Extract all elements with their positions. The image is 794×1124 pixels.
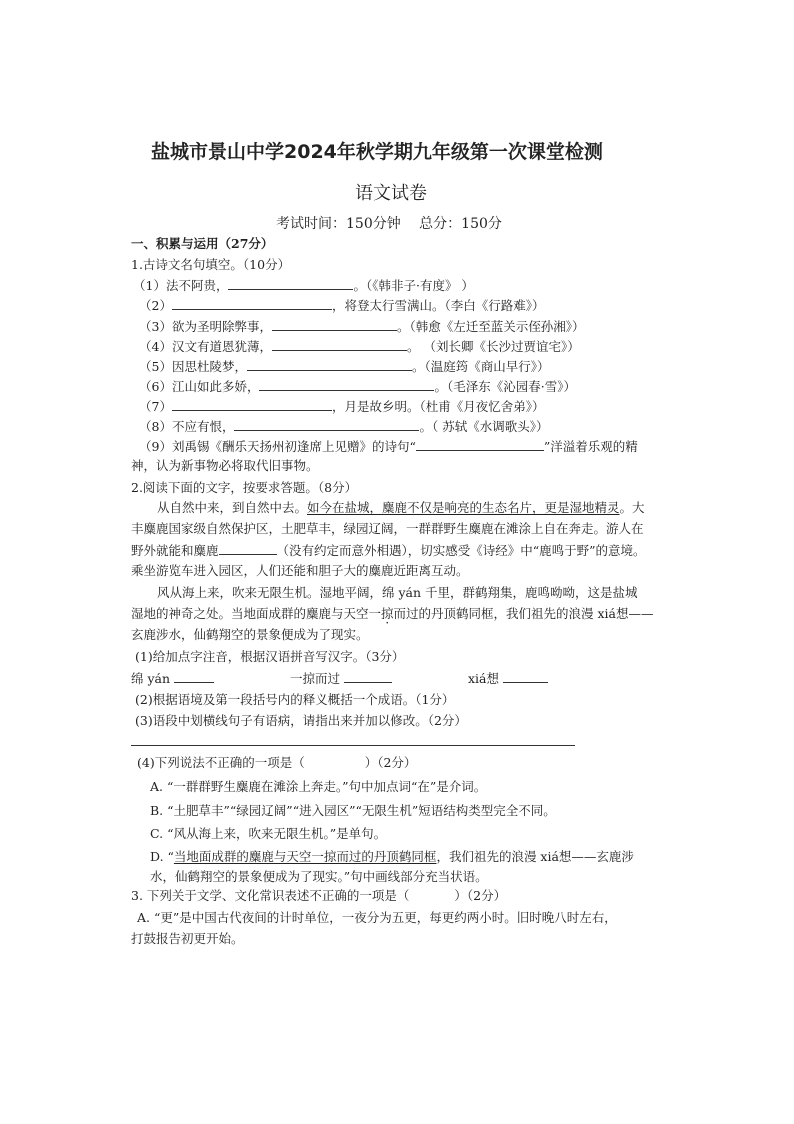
q2-sub4 <box>137 755 416 771</box>
item-source: 。（《韩非子·有度》 ） <box>353 278 474 293</box>
item-text: （3）欲为圣明除弊事， <box>139 319 272 334</box>
pinyin-item: 一掠而过 <box>290 671 341 686</box>
q2-option-d <box>150 849 634 865</box>
q1-item-4 <box>139 338 580 355</box>
exam-title: 盐城市景山中学2024年秋学期九年级第一次课堂检测 <box>151 141 603 163</box>
q1-item-9 <box>139 438 638 455</box>
q2-option-c: C. “风从海上来，吹来无限生机。”是单句。 <box>150 826 387 841</box>
exam-subtitle: 语文试卷 <box>355 183 427 204</box>
answer-blank[interactable] <box>259 378 434 391</box>
q2-option-b: B. “土肥草丰”“绿园辽阔”“进入园区”“无限生机”短语结构类型完全不同。 <box>150 803 556 818</box>
passage-p2-line2 <box>131 606 654 622</box>
question-text: 3. 下列关于文学、文化常识表述不正确的一项是（ <box>131 888 410 903</box>
item-text: （8）不应有恨， <box>139 419 235 434</box>
passage-text: 湿地的神奇之处。当地面成群的麋鹿与天空一 <box>131 606 382 621</box>
q2-sub3: (3)语段中划横线句子有语病，请指出来并加以修改。（2分） <box>135 713 467 728</box>
question-text: ）（2分） <box>454 888 507 903</box>
item-text: （9）刘禹锡《酬乐天扬州初逢席上见赠》的诗句“ <box>139 439 416 454</box>
q2-sub2: (2)根据语境及第一段括号内的释义概括一个成语。（1分） <box>135 692 455 707</box>
answer-blank[interactable] <box>219 542 277 555</box>
q1-stem: 1.古诗文名句填空。（10分） <box>131 257 291 272</box>
pinyin-item: 绵 yán <box>131 671 171 686</box>
passage-text: 从自然中来，到自然中去。 <box>157 500 308 515</box>
item-text: ”洋溢着乐观的精 <box>543 439 638 454</box>
underlined-phrase: 当地面成群的麋鹿与天空一掠而过的丹顶鹤同框 <box>173 849 437 864</box>
item-text: （6）江山如此多娇， <box>139 379 260 394</box>
answer-blank[interactable] <box>272 318 397 331</box>
answer-blank[interactable] <box>272 338 407 351</box>
answer-line[interactable] <box>131 745 575 746</box>
question-text: (4)下列说法不正确的一项是（ <box>137 755 305 770</box>
answer-blank[interactable] <box>172 297 332 310</box>
answer-blank[interactable] <box>228 277 353 290</box>
question-text: ）（2分） <box>364 755 417 770</box>
passage-text: 。大 <box>619 500 645 515</box>
passage-p1-line3 <box>131 542 646 559</box>
answer-blank[interactable] <box>172 398 332 411</box>
item-text: （5）因思杜陵梦， <box>139 359 247 374</box>
item-source: 。 （刘长卿《长沙过贾谊宅》） <box>406 339 580 354</box>
q1-item-5 <box>139 358 549 375</box>
item-source: ，月是故乡明。（杜甫《月夜忆舍弟》） <box>331 399 545 414</box>
q1-item-7 <box>139 398 544 415</box>
passage-p1-line1 <box>157 500 645 516</box>
passage-p1-line4: 乘坐游览车进入园区，人们还能和胆子大的麋鹿近距离互动。 <box>131 563 469 578</box>
answer-blank[interactable] <box>344 670 392 683</box>
q1-item-8 <box>139 418 548 435</box>
passage-p2-line1: 风从海上来，吹来无限生机。湿地平阔，绵 yán 千里，群鹤翔集，鹿鸣呦呦，这是盐城 <box>157 585 638 600</box>
item-source: 。（韩愈《左迁至蓝关示侄孙湘》） <box>396 319 585 334</box>
q1-item-3 <box>139 318 584 335</box>
section-heading: 一、积累与运用（27分） <box>131 236 274 251</box>
item-source: 。（ 苏轼《水调歌头》） <box>419 419 549 434</box>
q2-option-d-cont: 水，仙鹤翔空的景象便成为了现实。”句中画线部分充当状语。 <box>150 869 488 884</box>
item-text: （4）汉文有道恩犹薄， <box>139 339 272 354</box>
answer-blank[interactable] <box>174 670 214 683</box>
q2-option-a: A. “一群群野生麋鹿在滩涂上奔走。”句中加点词“在”是介词。 <box>150 779 487 794</box>
answer-blank[interactable] <box>416 438 544 451</box>
q2-sub1-answers <box>131 670 548 687</box>
q2-sub1: (1)给加点字注音，根据汉语拼音写汉字。（3分） <box>135 649 405 664</box>
q3-option-a-cont: 打鼓报告初更开始。 <box>131 931 244 946</box>
dotted-char: 掠 <box>381 606 394 621</box>
answer-blank[interactable] <box>503 670 548 683</box>
passage-p2-line3: 玄鹿涉水，仙鹤翔空的景象便成为了现实。 <box>131 627 369 642</box>
passage-text: 而过的丹顶鹤同框，我们祖先的浪漫 xiá想—— <box>393 606 654 621</box>
passage-text: 野外就能和麋鹿 <box>131 543 219 558</box>
option-text: ，我们祖先的浪漫 xiá想——玄鹿涉 <box>436 849 634 864</box>
answer-blank[interactable] <box>234 418 419 431</box>
q1-item-6 <box>139 378 576 395</box>
passage-p1-line2: 丰麋鹿国家级自然保护区，土肥草丰，绿园辽阔，一群群野生麋鹿在滩涂上自在奔走。游人在 <box>131 521 644 536</box>
q1-item-1 <box>133 277 474 294</box>
q2-stem: 2.阅读下面的文字，按要求答题。（8分） <box>131 480 358 495</box>
item-text: （7） <box>139 399 172 414</box>
answer-blank[interactable] <box>247 358 412 371</box>
item-text: （2） <box>139 298 172 313</box>
exam-info: 考试时间：150分钟 总分：150分 <box>276 216 502 232</box>
q1-item-9-cont: 神，认为新事物必将取代旧事物。 <box>131 458 319 473</box>
q3-stem <box>131 888 506 904</box>
q3-option-a: A. “更”是中国古代夜间的计时单位，一夜分为五更，每更约两小时。旧时晚八时左右， <box>137 910 617 925</box>
option-text: D. “ <box>150 849 174 864</box>
pinyin-item: xiá想 <box>467 671 499 686</box>
q1-item-2 <box>139 297 544 314</box>
item-text: （1）法不阿贵， <box>133 278 229 293</box>
underlined-sentence: 如今在盐城，麋鹿不仅是响亮的生态名片，更是湿地精灵 <box>307 500 620 515</box>
item-source: ，将登太行雪满山。（李白《行路难》） <box>331 298 545 313</box>
passage-text: （没有约定而意外相遇），切实感受《诗经》中“鹿鸣于野”的意境。 <box>276 543 646 558</box>
item-source: 。（温庭筠《商山早行》） <box>411 359 550 374</box>
item-source: 。（毛泽东《沁园春·雪》） <box>434 379 576 394</box>
